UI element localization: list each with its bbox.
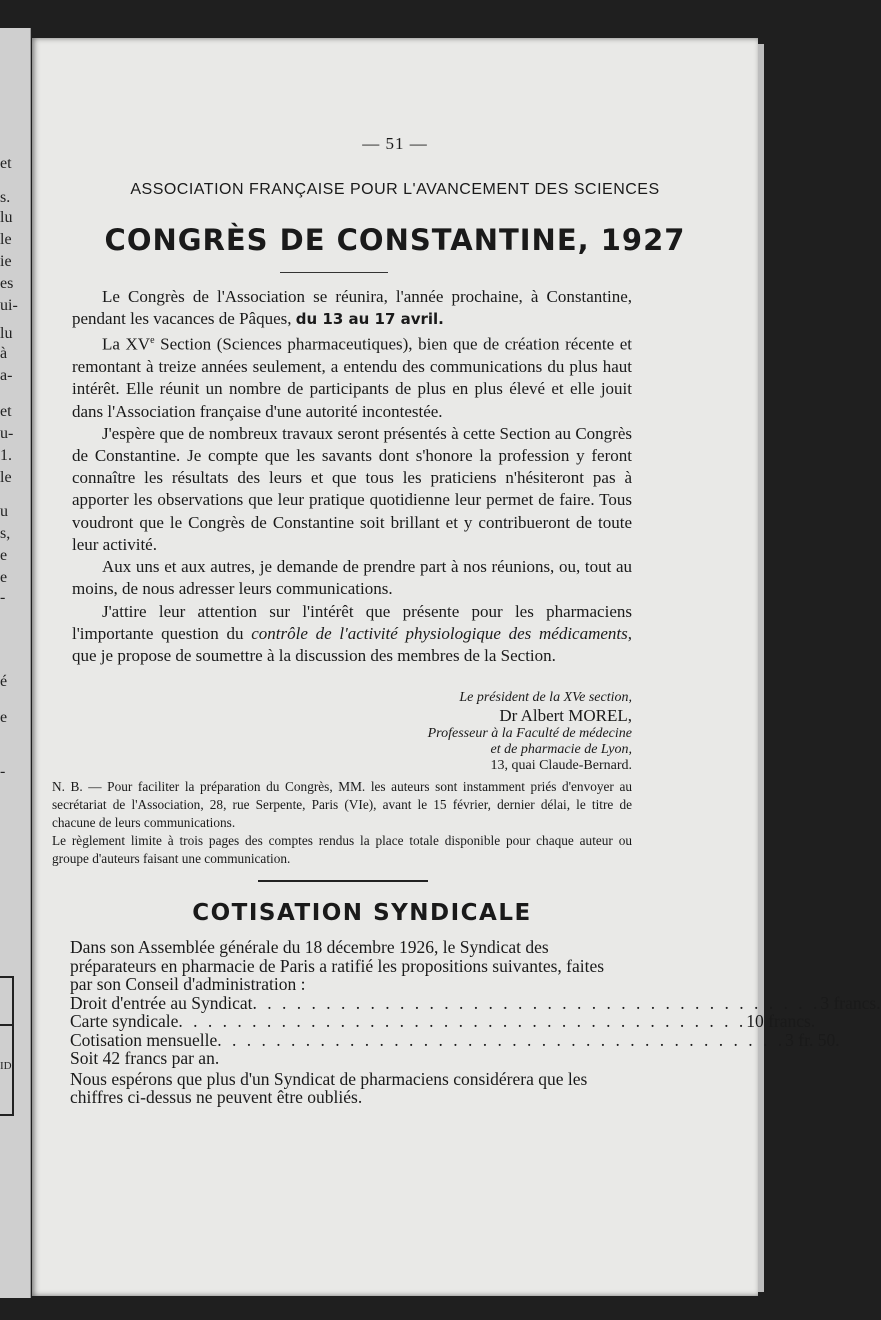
signature-role: Le président de la XVe section, [459,690,632,705]
association-heading: ASSOCIATION FRANÇAISE POUR L'AVANCEMENT DES SCIENCES [130,181,660,198]
congres-body [72,286,632,667]
paragraph [72,601,632,668]
adjacent-page-edge [0,28,31,1298]
fee-value: 3 fr. 50. [785,1029,840,1050]
margin-fragment: s. [0,189,11,206]
document-page [32,38,881,1296]
margin-fragment: le [0,469,12,486]
paragraph-text: Section (Sciences pharmaceutiques), bien que de création récente et remontant à treize années seulement, a entendu des communications du plus haut intérêt. Elle réunit un nombre de participants de plus en plus élevé et elle jouit dans l'Association française d'une autorité incontestée. [72,335,632,421]
margin-box [0,976,14,1026]
dates-emphasis: du 13 au 17 avril. [295,310,444,329]
superscript: e [150,335,155,347]
margin-fragment: e [0,709,8,726]
paragraph-text: J'attire leur attention sur l'intérêt que présente pour les pharmaciens l'importante question du [72,601,632,643]
margin-fragment: e [0,547,8,564]
italic-phrase: contrôle de l'activité physiologique des médicaments, [251,623,633,643]
margin-fragment: u [0,503,8,520]
cotisation-body [70,937,881,1107]
margin-fragment: - [0,589,6,606]
leader-dots: . . . . . . . . . . . . . . . . . . . . . . . . . . . . . . . . . . . . . . . [252,992,821,1013]
page-number: — 51 — [362,134,428,153]
signature-title: Professeur à la Faculté de médecine [427,726,632,741]
fee-row [70,1011,816,1031]
margin-fragment: ie [0,253,12,270]
paragraph-text: Le Congrès de l'Association se réunira, l'année prochaine, à Constantine, pendant les vacances de Pâques, [72,287,632,329]
margin-fragment: u- [0,425,14,442]
fee-value: 3 francs. [820,992,881,1013]
total-line: Soit 42 francs par an. [70,1048,220,1068]
closing-paragraph: Nous espérons que plus d'un Syndicat de pharmaciens considérera que les chiffres ci-dessus ne peuvent être oubliés. [70,1068,588,1107]
fee-label: Cotisation mensuelle [70,1029,218,1050]
margin-fragment: es [0,275,14,292]
leader-dots: . . . . . . . . . . . . . . . . . . . . . . . . . . . . . . . . . . . . . . . [178,1011,747,1031]
signature-block [332,690,632,774]
margin-fragment: le [0,231,12,248]
nb-paragraph: Le règlement limite à trois pages des comptes rendus la place totale disponible pour chaque auteur ou groupe d'auteurs faisant une communication. [52,833,632,866]
fee-label: Carte syndicale [70,1011,179,1031]
section-divider [258,880,428,882]
leader-dots: . . . . . . . . . . . . . . . . . . . . . . . . . . . . . . . . . . . . . . . [217,1029,786,1050]
signature-name: Dr Albert MOREL, [499,706,632,725]
fee-row [70,992,881,1013]
margin-fragment: 1. [0,447,12,464]
margin-fragment: ui- [0,297,18,314]
margin-fragment: e [0,569,8,586]
paragraph-text: que je propose de soumettre à la discussion des membres de la Section. [72,645,556,665]
fee-label: Droit d'entrée au Syndicat [70,992,253,1013]
margin-fragment: lu [0,325,13,342]
signature-address: 13, quai Claude-Bernard. [490,758,632,773]
margin-fragment: à [0,345,8,362]
congres-title: CONGRÈS DE CONSTANTINE, 1927 [104,223,686,257]
paragraph-text: La XV [102,335,151,355]
paragraph [72,330,632,422]
margin-fragment: lu [0,209,13,226]
fee-row [70,1029,840,1050]
margin-fragment: et [0,403,12,420]
paragraph: Dans son Assemblée générale du 18 décembre 1926, le Syndicat des préparateurs en pharmacie de Paris a ratifié les propositions suivantes, faites par son Conseil d'administration : [70,937,605,994]
cotisation-title: COTISATION SYNDICALE [192,900,532,926]
nota-bene [52,778,632,868]
margin-fragment: ID [0,1060,12,1072]
margin-fragment: s, [0,525,11,542]
fee-value: 10 francs. [746,1011,816,1031]
paragraph: J'espère que de nombreux travaux seront présentés à cette Section au Congrès de Constantine. Je compte que les savants dont s'honore la profession y feront connaître les résultats des leurs et que tous les praticiens n'hésiteront pas à apporter les observations que leur pratique quotidienne leur permet de faire. Tous voudront que le Congrès de Constantine soit brillant et y contribueront de toute leur activité. [72,423,632,554]
margin-fragment: - [0,763,6,780]
paragraph [72,286,632,330]
title-rule [280,272,388,273]
paragraph: Aux uns et aux autres, je demande de prendre part à nos réunions, ou, tout au moins, de nous adresser leurs communications. [72,557,632,599]
margin-fragment: et [0,155,12,172]
signature-title: et de pharmacie de Lyon, [490,742,632,757]
margin-fragment: a- [0,367,13,384]
nb-paragraph: N. B. — Pour faciliter la préparation du Congrès, MM. les auteurs sont instamment priés d'envoyer au secrétariat de l'Association, 28, rue Serpente, Paris (VIe), avant le 15 février, dernier délai, le titre de chacune de leurs communications. [52,779,632,830]
margin-fragment: é [0,673,8,690]
